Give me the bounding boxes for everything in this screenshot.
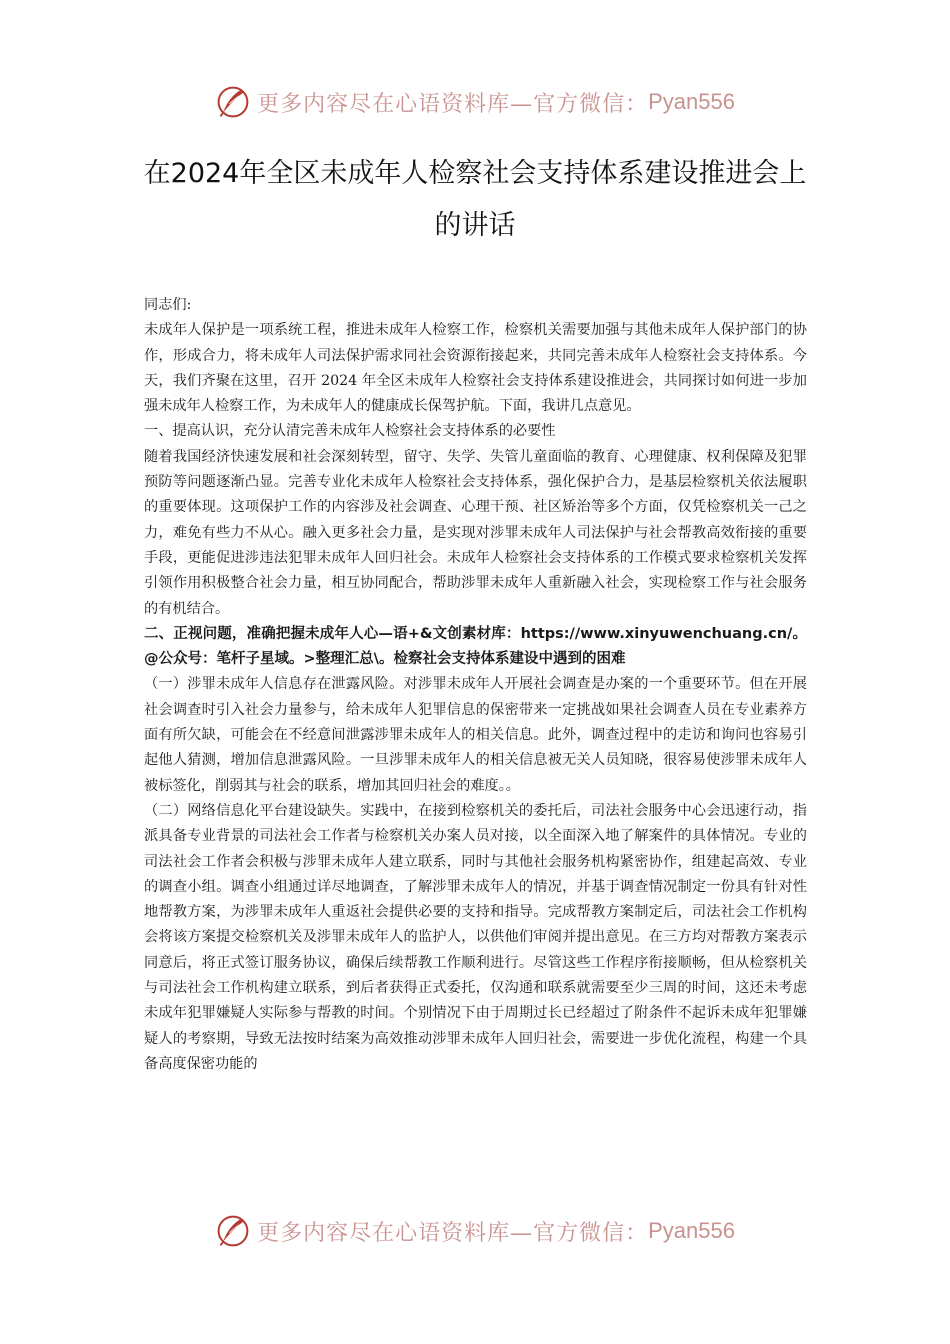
subsection-1-paragraph: （一）涉罪未成年人信息存在泄露风险。对涉罪未成年人开展社会调查是办案的一个重要环节。但在开展社会调查时引入社会力量参与，给未成年人犯罪信息的保密带来一定挑战如果社会调查人员在专业素养方面有所欠缺，可能会在不经意间泄露涉罪未成年人的相关信息。此外，调查过程中的走访和询问也容易引起他人猜测，增加信息泄露风险。一旦涉罪未成年人的相关信息被无关人员知晓，很容易使涉罪未成年人被标签化，削弱其与社会的联系，增加其回归社会的难度。。: [144, 676, 807, 794]
document-title: 在2024年全区未成年人检察社会支持体系建设推进会上的讲话: [143, 158, 807, 241]
section-1-paragraph: 随着我国经济快速发展和社会深刻转型，留守、失学、失管儿童面临的教育、心理健康、权利保障及犯罪预防等问题逐渐凸显。完善专业化未成年人检察社会支持体系，强化保护合力，是基层检察机关依法履职的重要体现。这项保护工作的内容涉及社会调查、心理干预、社区矫治等多个方面，仅凭检察机关一己之力，难免有些力不从心。融入更多社会力量，是实现对涉罪未成年人司法保护与社会帮教高效衔接的重要手段，更能促进涉违法犯罪未成年人回归社会。未成年人检察社会支持体系的工作模式要求检察机关发挥引领作用积极整合社会力量，相互协同配合，帮助涉罪未成年人重新融入社会，实现检察工作与社会服务的有机结合。: [144, 448, 807, 617]
section-heading-1: 一、提高认识，充分认清完善未成年人检察社会支持体系的必要性: [144, 423, 556, 440]
salutation: 同志们:: [144, 297, 192, 313]
document-body: [144, 293, 807, 1077]
quill-pen-logo-icon: [215, 1213, 251, 1249]
intro-paragraph: 未成年人保护是一项系统工程，推进未成年人检察工作，检察机关需要加强与其他未成年人保护部门的协作，形成合力，将未成年人司法保护需求同社会资源衔接起来，共同完善未成年人检察社会支持体系。今天，我们齐聚在这里，召开 2024 年全区未成年人检察社会支持体系建设推进会，共同探讨如何进一步加强未成年人检察工作，为未成年人的健康成长保驾护航。下面，我讲几点意见。: [144, 322, 807, 415]
wechat-id: Pyan556: [648, 89, 735, 114]
footer-watermark-banner: [0, 1211, 950, 1251]
wechat-id: Pyan556: [648, 1218, 735, 1243]
quill-pen-logo-icon: [215, 84, 251, 120]
section-heading-2: 二、正视问题，准确把握未成年人心—语+&文创素材库：https://www.xinyuwenchuang.cn/。@公众号：笔杆子星域。>整理汇总\。检察社会支持体系建设中遇到的困难: [144, 625, 807, 668]
header-watermark-banner: [0, 82, 950, 122]
watermark-text: 更多内容尽在心语资料库—官方微信：: [257, 91, 649, 117]
subsection-2-paragraph: （二）网络信息化平台建设缺失。实践中，在接到检察机关的委托后，司法社会服务中心会迅速行动，指派具备专业背景的司法社会工作者与检察机关办案人员对接，以全面深入地了解案件的具体情况。专业的司法社会工作者会积极与涉罪未成年人建立联系，同时与其他社会服务机构紧密协作，组建起高效、专业的调查小组。调查小组通过详尽地调查，了解涉罪未成年人的情况，并基于调查情况制定一份具有针对性地帮教方案，为涉罪未成年人重返社会提供必要的支持和指导。完成帮教方案制定后，司法社会工作机构会将该方案提交检察机关及涉罪未成年人的监护人，以供他们审阅并提出意见。在三方均对帮教方案表示同意后，将正式签订服务协议，确保后续帮教工作顺利进行。尽管这些工作程序衔接顺畅，但从检察机关与司法社会工作机构建立联系，到后者获得正式委托，仅沟通和联系就需要至少三周的时间，这还未考虑未成年犯罪嫌疑人实际参与帮教的时间。个别情况下由于周期过长已经超过了附条件不起诉未成年犯罪嫌疑人的考察期，导致无法按时结案为高效推动涉罪未成年人回归社会，需要进一步优化流程，构建一个具备高度保密功能的: [144, 802, 807, 1072]
watermark-text: 更多内容尽在心语资料库—官方微信：: [257, 1220, 649, 1246]
